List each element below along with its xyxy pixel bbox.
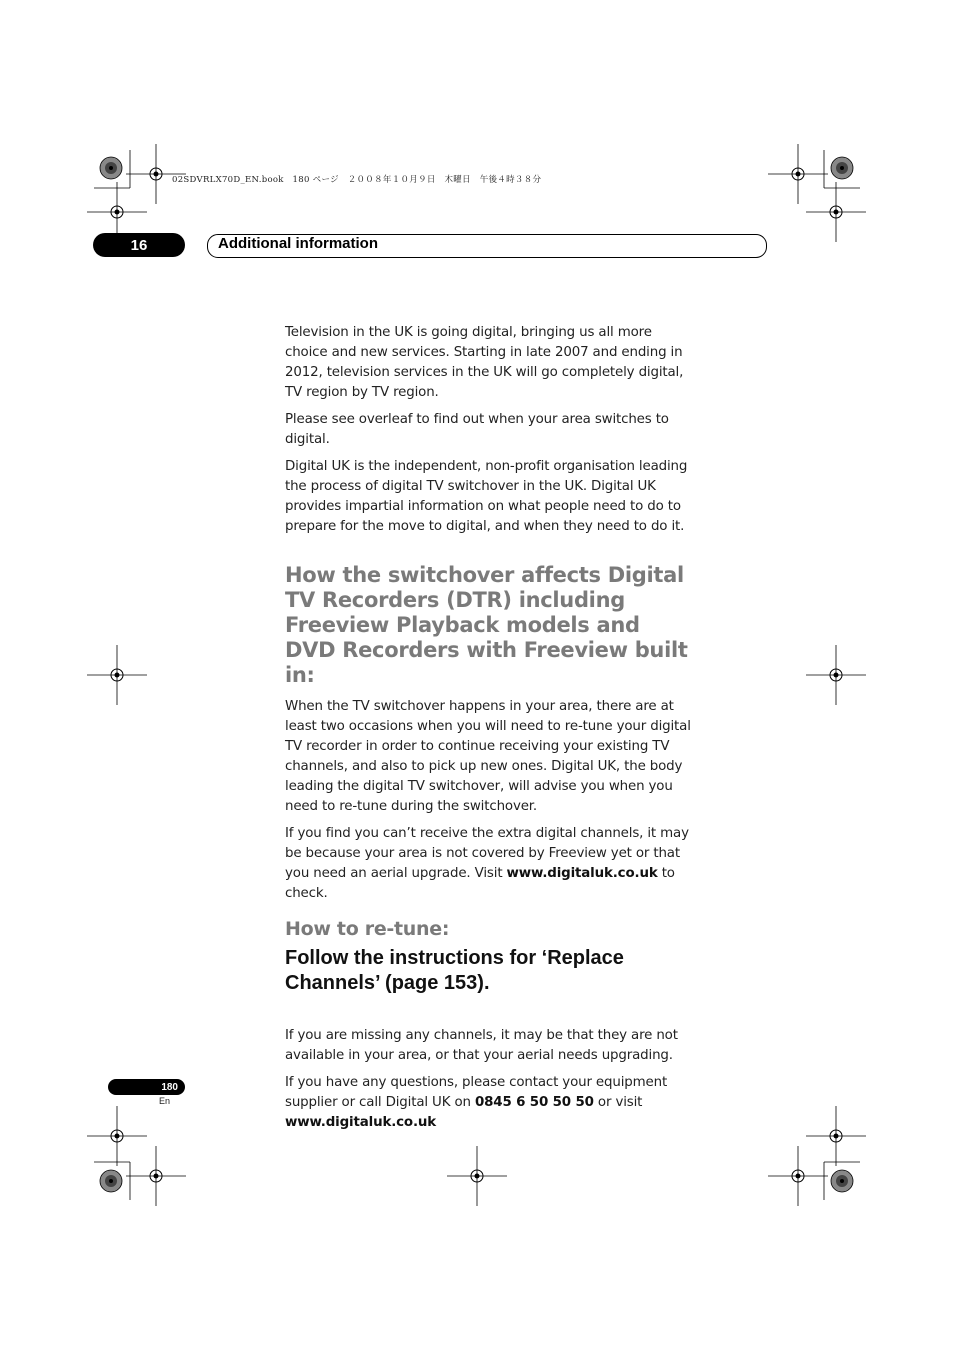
phone-number: 0845 6 50 50 50 [474,1095,594,1110]
section-heading-retune: How to re-tune: [285,918,450,940]
language-code: En [159,1096,171,1106]
paragraph-text: or visit [593,1095,643,1110]
page-number-badge [108,1079,185,1095]
digitaluk-link[interactable]: www.digitaluk.co.uk [506,866,658,881]
registration-star-icon [831,157,853,179]
chapter-title: Additional information [218,235,378,252]
page-number: 180 [161,1081,178,1093]
registration-cross-icon [87,645,147,705]
registration-star-icon [100,157,122,179]
paragraph-text: If you find you can’t receive the extra digital channels, it may be because your area is not covered by Freeview yet or that you need an aerial upgrade. Visit [285,826,689,881]
registration-cross-icon [806,182,866,242]
section-heading-switchover: How the switchover affects Digital TV Recorders (DTR) including Freeview Playback models and DVD Recorders with Freeview built in: [285,563,688,687]
intro-paragraph: Digital UK is the independent, non-profit organisation leading the process of digital TV switchover in the UK. Digital UK provides impartial information on what people need to do to prepare for the move to digital, and when they need to do it. [285,459,688,534]
switchover-check-paragraph [285,824,695,904]
chapter-number: 16 [130,236,148,254]
print-info: 02SDVRLX70D_EN.book 180 ページ ２００８年１０月９日 木曜日 午後４時３８分 [172,175,542,185]
registration-cross-icon [87,1106,147,1166]
chapter-number-badge [93,233,185,257]
missing-channels-paragraph: If you are missing any channels, it may be that they are not available in your area, or that your aerial needs upgrading. [285,1028,678,1063]
intro-paragraph: Television in the UK is going digital, bringing us all more choice and new services. Starting in late 2007 and ending in 2012, television services in the UK will go completely digital, TV region by TV region. [285,325,684,400]
paragraph-text: to check. [285,866,675,901]
contact-paragraph [285,1073,695,1133]
paragraph-text: If you have any questions, please contact your equipment supplier or call Digital UK on [285,1075,668,1110]
digitaluk-link[interactable]: www.digitaluk.co.uk [285,1115,437,1130]
registration-cross-icon [768,1146,828,1206]
registration-cross-icon [768,144,828,204]
main-content [285,323,695,1140]
registration-cross-icon [447,1146,507,1206]
switchover-paragraph: When the TV switchover happens in your area, there are at least two occasions when you will need to re-tune your digital TV recorder in order to continue receiving your existing TV channels, and also to pick up new ones. Digital UK, the body leading the digital TV switchover, will advise you when you need to re-tune during the switchover. [285,699,691,814]
intro-paragraph: Please see overleaf to find out when your area switches to digital. [285,412,669,447]
registration-cross-icon [126,1146,186,1206]
registration-cross-icon [806,645,866,705]
registration-cross-icon [806,1106,866,1166]
retune-instruction: Follow the instructions for ‘Replace Channels’ (page 153). [285,947,624,994]
registration-star-icon [831,1170,853,1192]
registration-star-icon [100,1170,122,1192]
